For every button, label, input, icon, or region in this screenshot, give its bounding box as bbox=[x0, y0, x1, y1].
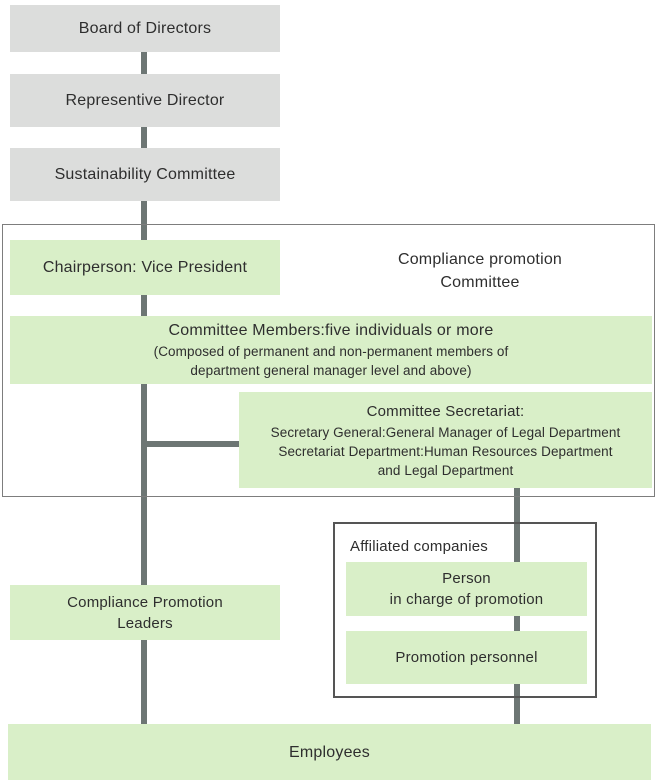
leaders-line2: Leaders bbox=[117, 614, 173, 632]
node-label: Representive Director bbox=[65, 92, 225, 109]
secretariat-line4: and Legal Department bbox=[377, 462, 514, 478]
members-line1: Committee Members:five individuals or more bbox=[168, 322, 494, 339]
committee-title-line2: Committee bbox=[440, 274, 520, 291]
node-label: Board of Directors bbox=[78, 20, 212, 37]
affiliated-companies-label: Affiliated companies bbox=[350, 538, 488, 555]
leaders-line1: Compliance Promotion bbox=[67, 593, 223, 611]
node-label: Promotion personnel bbox=[395, 649, 538, 666]
node-committee-members bbox=[10, 316, 652, 384]
node-representive-director bbox=[10, 74, 280, 127]
members-line2: (Composed of permanent and non-permanent members of bbox=[153, 344, 509, 359]
node-label: Sustainability Committee bbox=[54, 166, 236, 183]
members-line3: department general manager level and above) bbox=[190, 363, 472, 378]
person-line1: Person bbox=[442, 570, 491, 587]
node-sustainability-committee bbox=[10, 148, 280, 201]
node-employees bbox=[8, 724, 651, 780]
node-label: Employees bbox=[289, 743, 370, 761]
node-compliance-promotion-leaders bbox=[10, 585, 280, 640]
person-line2: in charge of promotion bbox=[389, 591, 544, 608]
node-promotion-personnel bbox=[346, 631, 587, 684]
node-board-of-directors bbox=[10, 5, 280, 52]
node-chairperson bbox=[10, 240, 280, 295]
node-person-in-charge-of-promotion bbox=[346, 562, 587, 616]
secretariat-line2: Secretary General:General Manager of Legal Department bbox=[270, 424, 621, 440]
committee-title-line1: Compliance promotion bbox=[397, 251, 563, 268]
compliance-promotion-committee-title bbox=[360, 248, 600, 294]
secretariat-line1: Committee Secretariat: bbox=[366, 402, 525, 420]
secretariat-line3: Secretariat Department:Human Resources Department bbox=[278, 443, 613, 459]
node-committee-secretariat bbox=[239, 392, 652, 488]
node-label: Chairperson: Vice President bbox=[42, 259, 248, 276]
